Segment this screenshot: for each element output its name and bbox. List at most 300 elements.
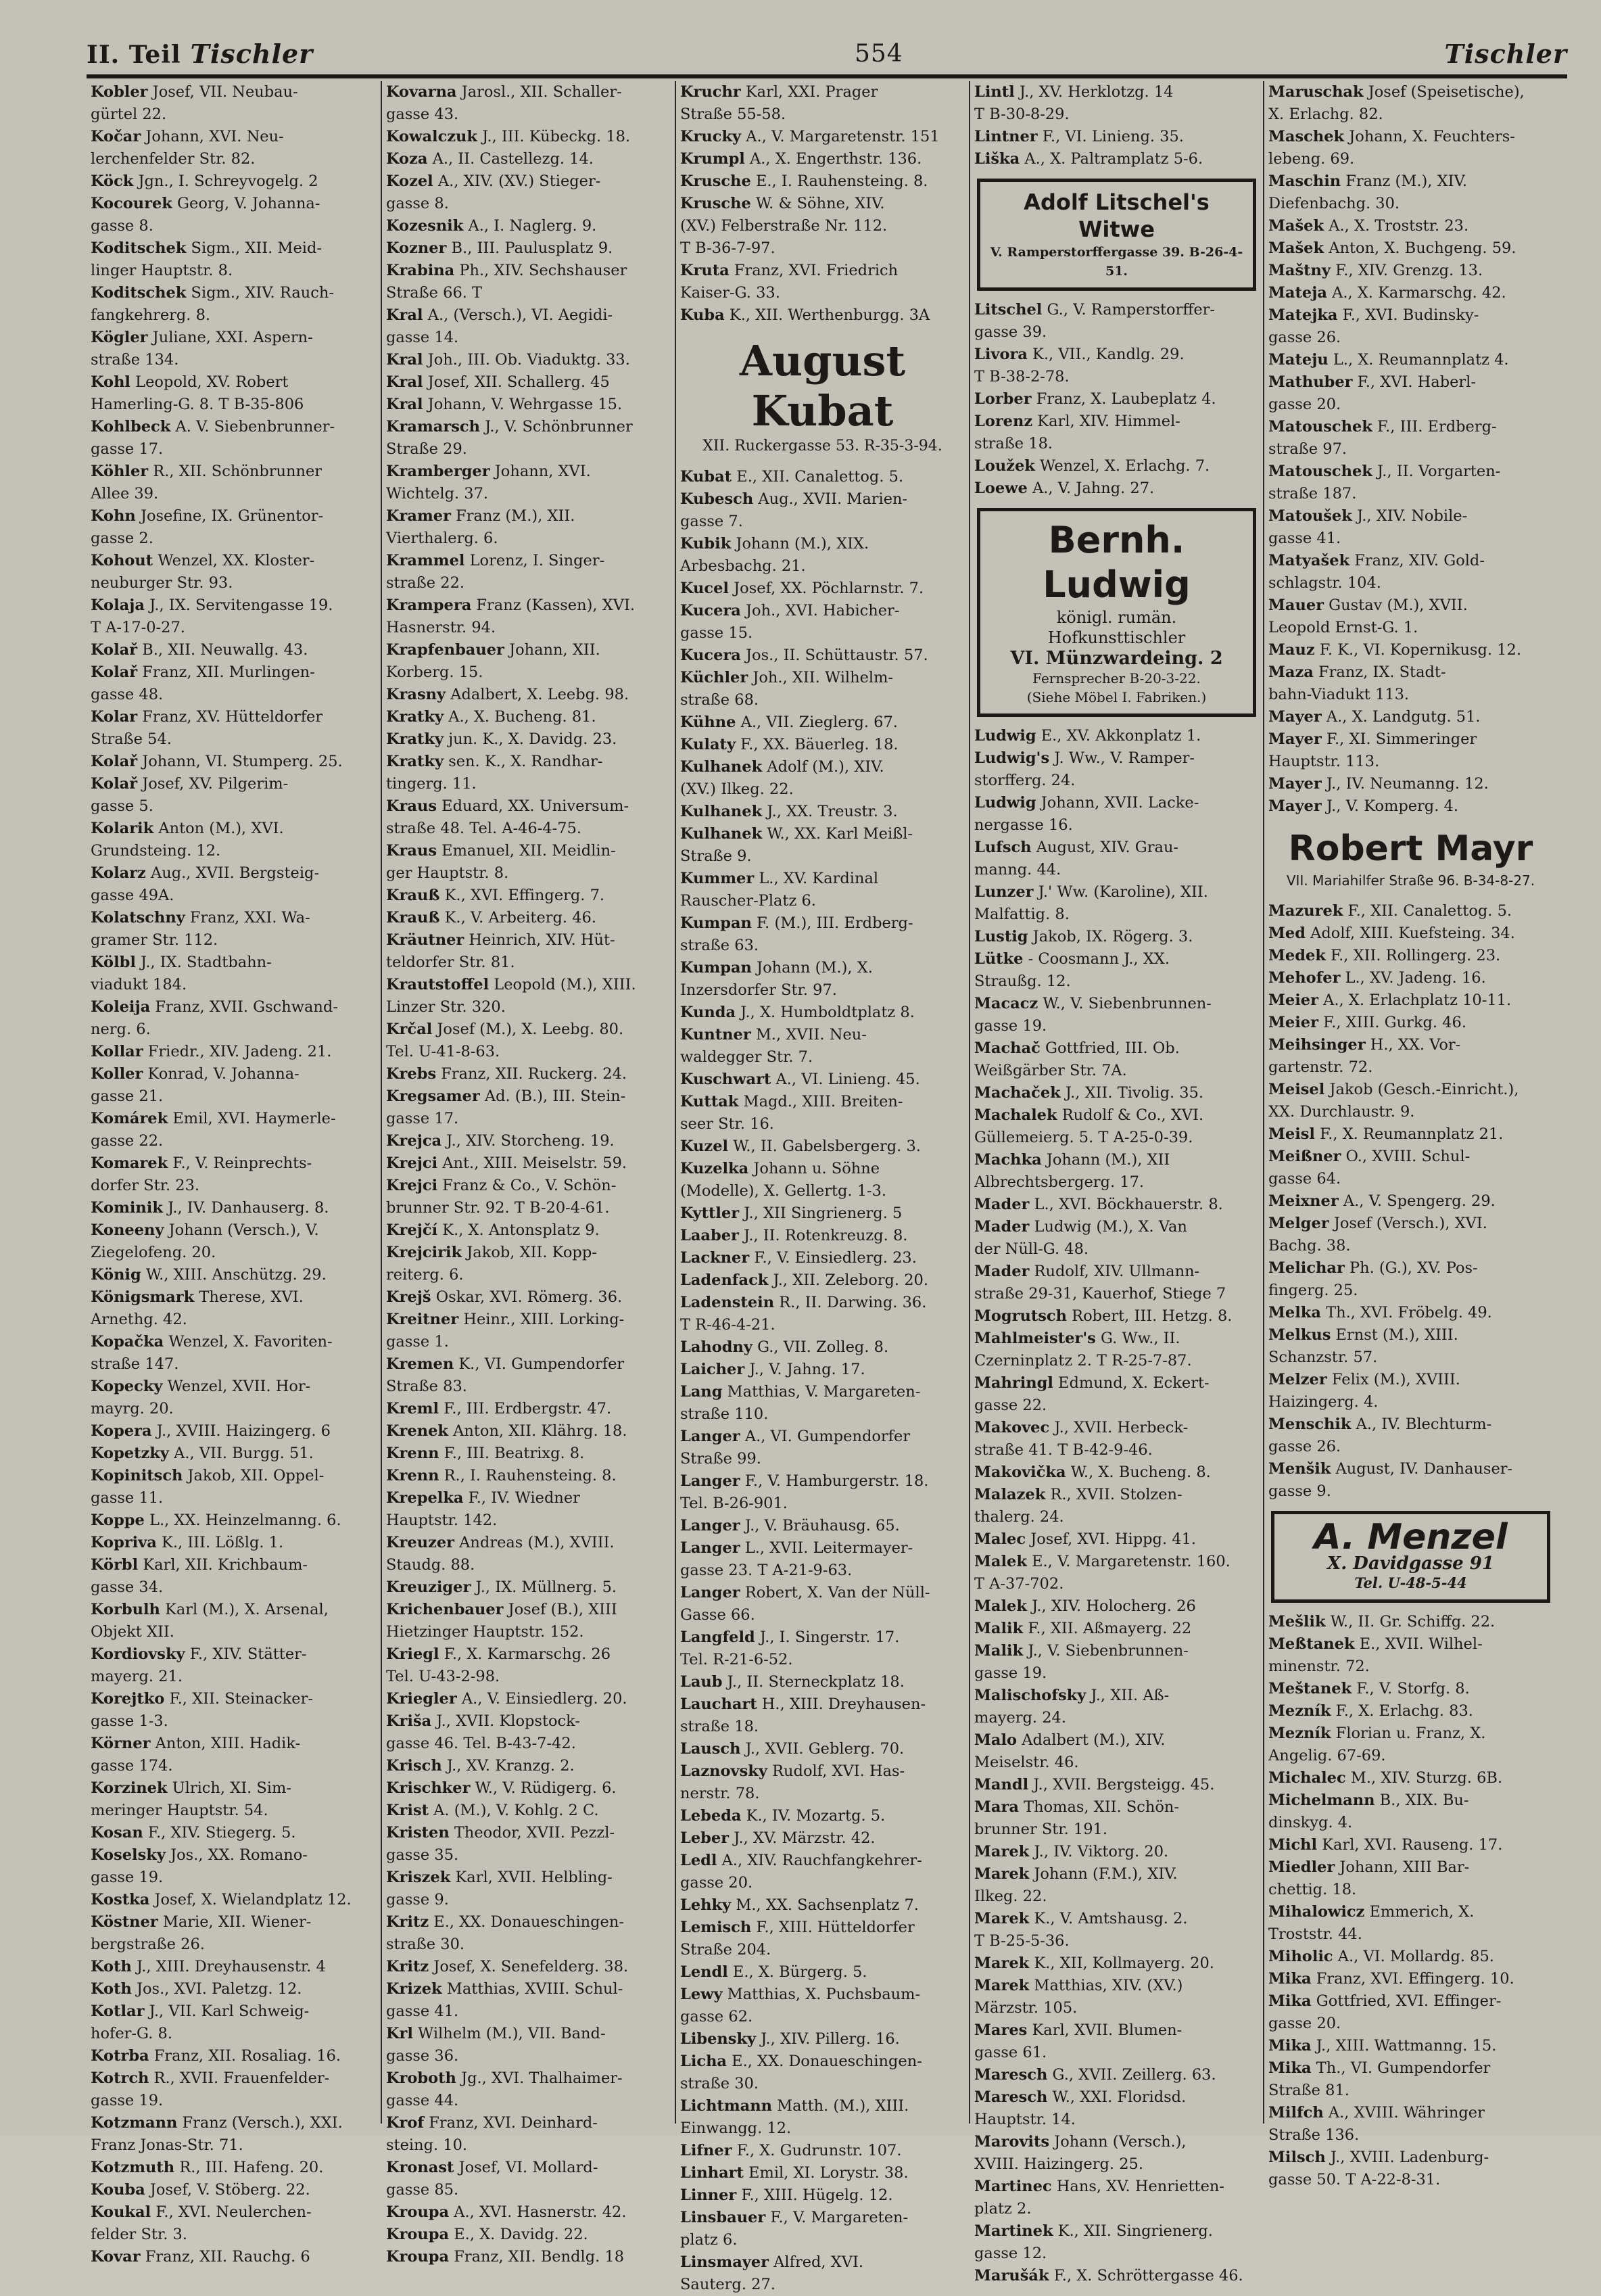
directory-entry — [91, 1710, 377, 1733]
entry-name: Kordiovsky — [91, 1645, 185, 1663]
directory-entry — [1268, 1413, 1553, 1436]
entry-detail: straße 110. — [680, 1405, 769, 1423]
directory-entry — [386, 304, 671, 327]
entry-detail: gasse 19. — [91, 1869, 164, 1886]
entry-detail: Felix (M.), XVIII. — [1327, 1371, 1460, 1388]
directory-entry — [974, 881, 1259, 904]
entry-name: Meisel — [1268, 1081, 1325, 1098]
directory-entry — [386, 2157, 671, 2179]
entry-detail: Franz, XVI. Deinhard- — [424, 2114, 598, 2132]
entry-detail: Troststr. 44. — [1268, 1925, 1362, 1943]
entry-name: Kopera — [91, 1422, 152, 1440]
entry-name: Krejčí — [386, 1221, 438, 1239]
directory-entry — [386, 1152, 671, 1175]
entry-name: Kotrba — [91, 2047, 149, 2065]
directory-entry — [386, 550, 671, 572]
entry-detail: L., XX. Heinzelmanng. 6. — [144, 1512, 341, 1529]
entry-detail: K., V. Arbeiterg. 46. — [439, 909, 597, 927]
directory-entry — [974, 1395, 1259, 1417]
entry-name: Koth — [91, 1958, 132, 1975]
entry-detail: gasse 17. — [386, 1110, 459, 1127]
entry-detail: Inzersdorfer Str. 97. — [680, 981, 837, 999]
directory-entry — [91, 438, 377, 461]
entry-name: Maruschak — [1268, 83, 1364, 101]
directory-entry — [974, 1439, 1259, 1461]
entry-name: Malek — [974, 1553, 1027, 1570]
entry-detail: B., III. Paulusplatz 9. — [446, 239, 613, 257]
directory-entry — [386, 840, 671, 862]
directory-entry — [1268, 900, 1553, 922]
entry-detail: Marie, XII. Wiener- — [158, 1913, 312, 1931]
entry-name: Meihsinger — [1268, 1036, 1366, 1054]
directory-entry — [974, 1796, 1259, 1819]
directory-entry — [680, 1626, 965, 1649]
entry-detail: Ant., XIII. Meiselstr. 59. — [437, 1154, 627, 1172]
entry-detail: W., II. Gabelsbergerg. 3. — [728, 1138, 921, 1155]
directory-entry — [1268, 1633, 1553, 1656]
directory-entry — [974, 411, 1259, 433]
entry-detail: August, IV. Danhauser- — [1331, 1460, 1513, 1478]
entry-detail: F., V. Margareten- — [765, 2209, 909, 2226]
directory-entry — [1268, 1034, 1553, 1056]
entry-name: Kouba — [91, 2181, 145, 2199]
entry-name: Libensky — [680, 2030, 757, 2048]
entry-name: Mika — [1268, 2037, 1312, 2055]
entry-name: Lichtmann — [680, 2097, 772, 2115]
directory-entry — [91, 1532, 377, 1554]
entry-name: Malek — [974, 1597, 1027, 1615]
directory-entry — [91, 327, 377, 349]
directory-entry — [386, 2067, 671, 2090]
directory-entry — [680, 689, 965, 711]
entry-detail: F., V. Reinprechts- — [168, 1154, 312, 1172]
entry-name: Kral — [386, 351, 423, 369]
entry-detail: gasse 174. — [91, 1757, 173, 1775]
directory-entry — [91, 639, 377, 661]
entry-detail: gasse 11. — [91, 1489, 164, 1507]
directory-entry — [974, 1015, 1259, 1037]
entry-detail: F., XIV. Stiegerg. 5. — [143, 1824, 296, 1842]
directory-entry — [386, 126, 671, 148]
directory-entry — [974, 1283, 1259, 1305]
entry-detail: Rudolf & Co., XVI. — [1057, 1106, 1204, 1124]
entry-detail: Korberg. 15. — [386, 663, 483, 681]
entry-name: Koditschek — [91, 239, 187, 257]
entry-detail: Hasnerstr. 94. — [386, 619, 496, 636]
entry-name: Kovar — [91, 2248, 141, 2266]
directory-entry — [91, 1688, 377, 1710]
entry-name: Kolař — [91, 641, 138, 659]
directory-entry — [680, 1180, 965, 1202]
directory-entry — [386, 461, 671, 483]
entry-detail: Josef, X. Senefelderg. 38. — [429, 1958, 629, 1975]
entry-detail: gasse 22. — [974, 1397, 1047, 1414]
entry-detail: Matthias, V. Margareten- — [722, 1383, 921, 1401]
directory-entry — [91, 1956, 377, 1978]
ad-ludwig — [977, 508, 1256, 717]
directory-entry — [386, 1777, 671, 1800]
directory-entry — [91, 2067, 377, 2090]
entry-detail: Tel. U-41-8-63. — [386, 1043, 500, 1060]
directory-entry — [91, 751, 377, 773]
directory-entry — [91, 1309, 377, 1331]
entry-detail: Tel. U-43-2-98. — [386, 1668, 500, 1685]
entry-detail: waldegger Str. 7. — [680, 1048, 813, 1066]
directory-entry — [91, 2224, 377, 2246]
entry-name: Melger — [1268, 1215, 1329, 1232]
directory-entry — [974, 1238, 1259, 1261]
entry-name: Mika — [1268, 1970, 1312, 1988]
directory-entry — [680, 81, 965, 103]
entry-detail: Johann, XII. — [504, 641, 600, 659]
directory-entry — [1268, 327, 1553, 349]
directory-entry — [91, 1041, 377, 1063]
entry-detail: J., V. Siebenbrunnen- — [1023, 1642, 1189, 1660]
entry-detail: A., XIV. (XV.) Stieger- — [433, 172, 601, 190]
entry-detail: J., V. Schönbrunner — [479, 418, 633, 436]
ad-mayr-name: Robert Mayr — [1288, 828, 1533, 869]
directory-entry — [386, 148, 671, 170]
ad-ludwig-l5: (Siehe Möbel I. Fabriken.) — [1026, 689, 1207, 705]
entry-detail: L., XVI. Böckhauerstr. 8. — [1029, 1196, 1223, 1213]
entry-detail: K., III. Lößlg. 1. — [156, 1534, 284, 1551]
entry-detail: Franz, IX. Stadt- — [1313, 663, 1446, 681]
entry-name: Langer — [680, 1584, 740, 1601]
directory-entry — [974, 1618, 1259, 1640]
entry-name: Mathuber — [1268, 373, 1353, 391]
directory-entry — [1268, 1700, 1553, 1723]
ad-ludwig-l2: Hofkunsttischler — [1047, 628, 1186, 647]
entry-detail: straße 68. — [680, 691, 759, 709]
entry-name: Kriša — [386, 1712, 432, 1730]
entry-name: Langer — [680, 1472, 740, 1490]
directory-entry — [1268, 1056, 1553, 1079]
ad-ludwig-l4: Fernsprecher B-20-3-22. — [1032, 670, 1201, 686]
entry-detail: Leopold (M.), XIII. — [489, 976, 636, 993]
entry-detail: J., XVII. Bergsteigg. 45. — [1028, 1776, 1215, 1794]
entry-detail: lebeng. 69. — [1268, 150, 1355, 168]
entry-detail: Magd., XIII. Breiten- — [738, 1093, 903, 1110]
directory-entry — [974, 970, 1259, 993]
entry-detail: A., XVIII. Währinger — [1323, 2104, 1485, 2122]
entry-detail: gasse 61. — [974, 2044, 1047, 2061]
directory-entry — [680, 1426, 965, 1448]
entry-name: Kolař — [91, 663, 138, 681]
entry-detail: T A-17-0-27. — [91, 619, 185, 636]
directory-entry — [386, 1018, 671, 1041]
directory-entry — [386, 617, 671, 639]
directory-entry — [974, 366, 1259, 388]
entry-detail: K., XII. Singrienerg. — [1053, 2222, 1213, 2240]
directory-entry — [386, 862, 671, 885]
entry-detail: A., VI. Linieng. 45. — [771, 1071, 920, 1088]
directory-entry — [1268, 1012, 1553, 1034]
directory-entry — [386, 572, 671, 594]
directory-entry — [91, 461, 377, 483]
entry-detail: Grundsteing. 12. — [91, 842, 221, 860]
entry-name: Kroupa — [386, 2203, 450, 2221]
directory-entry — [386, 1643, 671, 1666]
entry-detail: Arnethg. 42. — [91, 1311, 187, 1328]
directory-entry — [91, 483, 377, 505]
entry-detail: gasse 23. T A-21-9-63. — [680, 1562, 853, 1579]
entry-detail: F., X. Schröttergasse 46. — [1049, 2267, 1243, 2285]
directory-entry — [91, 1978, 377, 2000]
entry-detail: A., X. Engerthstr. 136. — [744, 150, 922, 168]
entry-name: Krejci — [386, 1177, 438, 1194]
entry-name: Livora — [974, 346, 1028, 363]
directory-entry — [386, 394, 671, 416]
directory-entry — [974, 2064, 1259, 2086]
directory-entry — [386, 996, 671, 1018]
entry-detail: Karl, XVII. Helbling- — [450, 1869, 613, 1886]
entry-detail: Alfred, XVI. — [769, 2253, 864, 2271]
entry-name: Krumpl — [680, 150, 745, 168]
entry-name: Lahodny — [680, 1338, 752, 1356]
directory-entry — [91, 1018, 377, 1041]
entry-name: Kucera — [680, 647, 741, 664]
directory-entry — [91, 706, 377, 728]
entry-name: Kruta — [680, 262, 730, 279]
entry-detail: Josef, XX. Pöchlarnstr. 7. — [728, 580, 924, 597]
entry-detail: A., (Versch.), VI. Aegidi- — [423, 306, 613, 324]
directory-entry — [974, 1707, 1259, 1729]
entry-name: Komarek — [91, 1154, 168, 1172]
entry-name: Koneeny — [91, 1221, 164, 1239]
entry-name: Koller — [91, 1065, 143, 1083]
entry-detail: (Modelle), X. Gellertg. 1-3. — [680, 1182, 887, 1200]
entry-detail: Franz, XII. Rosaliag. 16. — [149, 2047, 341, 2065]
entry-detail: J., VII. Karl Schweig- — [144, 2002, 310, 2020]
entry-name: Litschel — [974, 301, 1043, 319]
entry-name: Ladenstein — [680, 1294, 775, 1311]
entry-detail: E., XX. Donaueschingen- — [727, 2053, 922, 2070]
directory-entry — [680, 578, 965, 600]
directory-entry — [974, 2019, 1259, 2042]
entry-name: Kriegler — [386, 1690, 457, 1708]
entry-name: Krauß — [386, 909, 440, 927]
entry-detail: gasse 49A. — [91, 887, 174, 904]
entry-name: Marovits — [974, 2133, 1050, 2151]
entry-name: Mayer — [1268, 797, 1322, 815]
directory-entry — [386, 1554, 671, 1576]
directory-entry — [386, 751, 671, 773]
directory-entry — [680, 957, 965, 979]
directory-entry — [91, 1844, 377, 1867]
entry-detail: Joh., XII. Wilhelm- — [748, 669, 894, 686]
entry-detail: gasse 35. — [386, 1846, 459, 1864]
entry-detail: Rudolf, XVI. Has- — [767, 1762, 905, 1780]
entry-name: Koleija — [91, 998, 151, 1016]
entry-name: Kraus — [386, 842, 437, 860]
entry-detail: F., XI. Simmeringer — [1321, 730, 1477, 748]
entry-detail: Emmerich, X. — [1364, 1903, 1475, 1921]
entry-detail: nerg. 6. — [91, 1021, 151, 1038]
entry-name: Krejcirik — [386, 1244, 462, 1261]
entry-detail: straße 30. — [680, 2075, 759, 2092]
entry-detail: Franz (Versch.), XXI. — [177, 2114, 343, 2132]
entry-name: Martinek — [974, 2222, 1053, 2240]
entry-detail: gasse 41. — [386, 2002, 459, 2020]
directory-entry — [1268, 1346, 1553, 1369]
entry-name: Malec — [974, 1530, 1026, 1548]
entry-detail: Franz, XV. Hütteldorfer — [137, 708, 323, 726]
entry-name: Kovarna — [386, 83, 457, 101]
entry-detail: Karl, XVII. Blumen- — [1027, 2021, 1182, 2039]
entry-name: Kolarz — [91, 864, 146, 882]
entry-detail: B., XIX. Bu- — [1375, 1791, 1469, 1809]
entry-detail: F., XIII. Hütteldorfer — [751, 1919, 915, 1936]
entry-name: Kronast — [386, 2159, 454, 2176]
directory-entry — [91, 2134, 377, 2157]
directory-entry — [386, 1666, 671, 1688]
entry-detail: Emil, XI. Lorystr. 38. — [743, 2164, 909, 2182]
entry-detail: A., VII. Burgg. 51. — [168, 1445, 314, 1462]
entry-detail: Joh., III. Ob. Viaduktg. 33. — [423, 351, 630, 369]
entry-name: Loewe — [974, 479, 1028, 497]
entry-detail: gasse 5. — [91, 797, 153, 815]
entry-detail: J., XVIII. Haizingerg. 6 — [151, 1422, 331, 1440]
directory-entry — [91, 1755, 377, 1777]
directory-entry — [1268, 438, 1553, 461]
entry-detail: M., XIV. Sturzg. 6B. — [1345, 1769, 1503, 1787]
entry-detail: J., XV. Märzstr. 42. — [729, 1829, 876, 1847]
directory-entry — [1268, 1901, 1553, 1923]
directory-entry — [680, 1113, 965, 1135]
entry-detail: Staudg. 88. — [386, 1556, 475, 1574]
directory-entry — [386, 1331, 671, 1353]
directory-entry — [91, 2023, 377, 2045]
entry-detail: F., XVI. Budinsky- — [1337, 306, 1479, 324]
directory-entry — [1268, 1123, 1553, 1146]
directory-entry — [680, 1805, 965, 1827]
directory-entry — [680, 193, 965, 215]
entry-detail: Ph. (G.), XV. Pos- — [1344, 1259, 1478, 1277]
entry-detail: J., IV. Neumanng. 12. — [1321, 775, 1489, 793]
entry-name: Kruchr — [680, 83, 741, 101]
entry-detail: K., VI. Gumpendorfer — [454, 1355, 625, 1373]
entry-detail: Bachg. 38. — [1268, 1237, 1351, 1255]
entry-detail: Straße 29. — [386, 440, 467, 458]
entry-detail: Arbesbachg. 21. — [680, 557, 806, 575]
directory-entry — [91, 996, 377, 1018]
entry-detail: F., X. Reumannplatz 21. — [1314, 1125, 1504, 1143]
entry-detail: Emil, XVI. Haymerle- — [168, 1110, 336, 1127]
entry-detail: J., I. Singerstr. 17. — [755, 1629, 900, 1646]
directory-entry — [680, 103, 965, 126]
entry-detail: F., X. Karmarschg. 26 — [439, 1645, 611, 1663]
entry-detail: A., V. Spengerg. 29. — [1338, 1192, 1496, 1210]
entry-detail: Adolf (M.), XIV. — [762, 758, 884, 776]
entry-name: Mogrutsch — [974, 1307, 1067, 1325]
directory-entry — [91, 1420, 377, 1443]
entry-detail: A. V. Siebenbrunner- — [170, 418, 335, 436]
entry-detail: J., XIV. Pillerg. 16. — [756, 2030, 900, 2048]
entry-name: Kolarik — [91, 820, 154, 837]
entry-detail: A., VI. Mollardg. 85. — [1333, 1948, 1494, 1965]
entry-detail: gasse 85. — [386, 2181, 459, 2199]
entry-name: König — [91, 1266, 141, 1284]
entry-detail: Wenzel, XVII. Hor- — [162, 1378, 311, 1395]
entry-name: Lifner — [680, 2142, 732, 2159]
directory-entry — [680, 466, 965, 488]
directory-entry — [680, 1872, 965, 1894]
entry-detail: J.' Ww. (Karoline), XII. — [1033, 883, 1208, 901]
ad-menzel-l2: Tel. U-48-5-44 — [1354, 1574, 1467, 1591]
entry-detail: gasse 26. — [1268, 329, 1341, 346]
entry-detail: Johann, XVI. — [489, 463, 591, 480]
entry-name: Lang — [680, 1383, 723, 1401]
directory-entry — [386, 2246, 671, 2268]
entry-detail: Georg, V. Johanna- — [172, 195, 320, 212]
directory-entry — [974, 1171, 1259, 1194]
entry-detail: E., XV. Akkonplatz 1. — [1036, 727, 1201, 745]
entry-detail: O., XVIII. Schul- — [1341, 1148, 1471, 1165]
entry-detail: Franz Jonas-Str. 71. — [91, 2136, 243, 2154]
directory-entry — [91, 1286, 377, 1309]
entry-detail: Straße 81. — [1268, 2082, 1349, 2099]
entry-detail: A., X. Paltramplatz 5-6. — [1020, 150, 1203, 168]
entry-detail: W., V. Siebenbrunnen- — [1038, 995, 1212, 1012]
directory-entry — [386, 1710, 671, 1733]
entry-detail: Angelig. 67-69. — [1268, 1747, 1386, 1764]
entry-detail: J., XVII. Klopstock- — [431, 1712, 580, 1730]
entry-name: Michelmann — [1268, 1791, 1375, 1809]
directory-entry — [386, 505, 671, 528]
entry-detail: Hauptstr. 142. — [386, 1512, 498, 1529]
entry-name: Kuschwart — [680, 1071, 771, 1088]
entry-name: Kulhanek — [680, 825, 763, 843]
entry-name: Kozesnik — [386, 217, 464, 235]
entry-name: Mader — [974, 1196, 1030, 1213]
directory-entry — [386, 438, 671, 461]
directory-entry — [386, 2112, 671, 2134]
directory-entry — [1268, 1745, 1553, 1767]
entry-detail: F., XII. Aßmayerg. 22 — [1023, 1620, 1192, 1637]
entry-detail: minenstr. 72. — [1268, 1658, 1370, 1675]
entry-detail: Sigm., XII. Meid- — [186, 239, 322, 257]
entry-name: Kunda — [680, 1004, 736, 1021]
directory-entry — [974, 1149, 1259, 1171]
entry-detail: M., XVII. Neu- — [750, 1026, 867, 1044]
directory-entry — [91, 2179, 377, 2201]
entry-name: Maresch — [974, 2088, 1048, 2106]
page-header — [87, 34, 1567, 73]
directory-entry — [1268, 1789, 1553, 1812]
entry-detail: T A-37-702. — [974, 1575, 1064, 1593]
right-running-title: Tischler — [1444, 38, 1567, 69]
part-label: II. Teil — [87, 40, 181, 69]
directory-entry — [1268, 1369, 1553, 1391]
entry-detail: J., XX. Treustr. 3. — [762, 803, 898, 820]
directory-entry — [1268, 1767, 1553, 1789]
directory-entry — [386, 103, 671, 126]
directory-entry — [680, 260, 965, 282]
directory-entry — [386, 1108, 671, 1130]
directory-entry — [91, 1889, 377, 1911]
entry-detail: Josef, V. Stöberg. 22. — [145, 2181, 310, 2199]
directory-entry — [974, 2265, 1259, 2287]
entry-detail: gasse 50. T A-22-8-31. — [1268, 2171, 1441, 2188]
entry-detail: gasse 34. — [91, 1578, 164, 1596]
entry-name: Kubik — [680, 535, 732, 553]
entry-detail: gasse 8. — [386, 195, 449, 212]
entry-detail: E., I. Rauhensteing. 8. — [750, 172, 928, 190]
entry-detail: Theodor, XVII. Pezzl- — [449, 1824, 615, 1842]
directory-entry — [974, 1551, 1259, 1573]
entry-name: Kratky — [386, 730, 444, 748]
directory-entry — [386, 327, 671, 349]
